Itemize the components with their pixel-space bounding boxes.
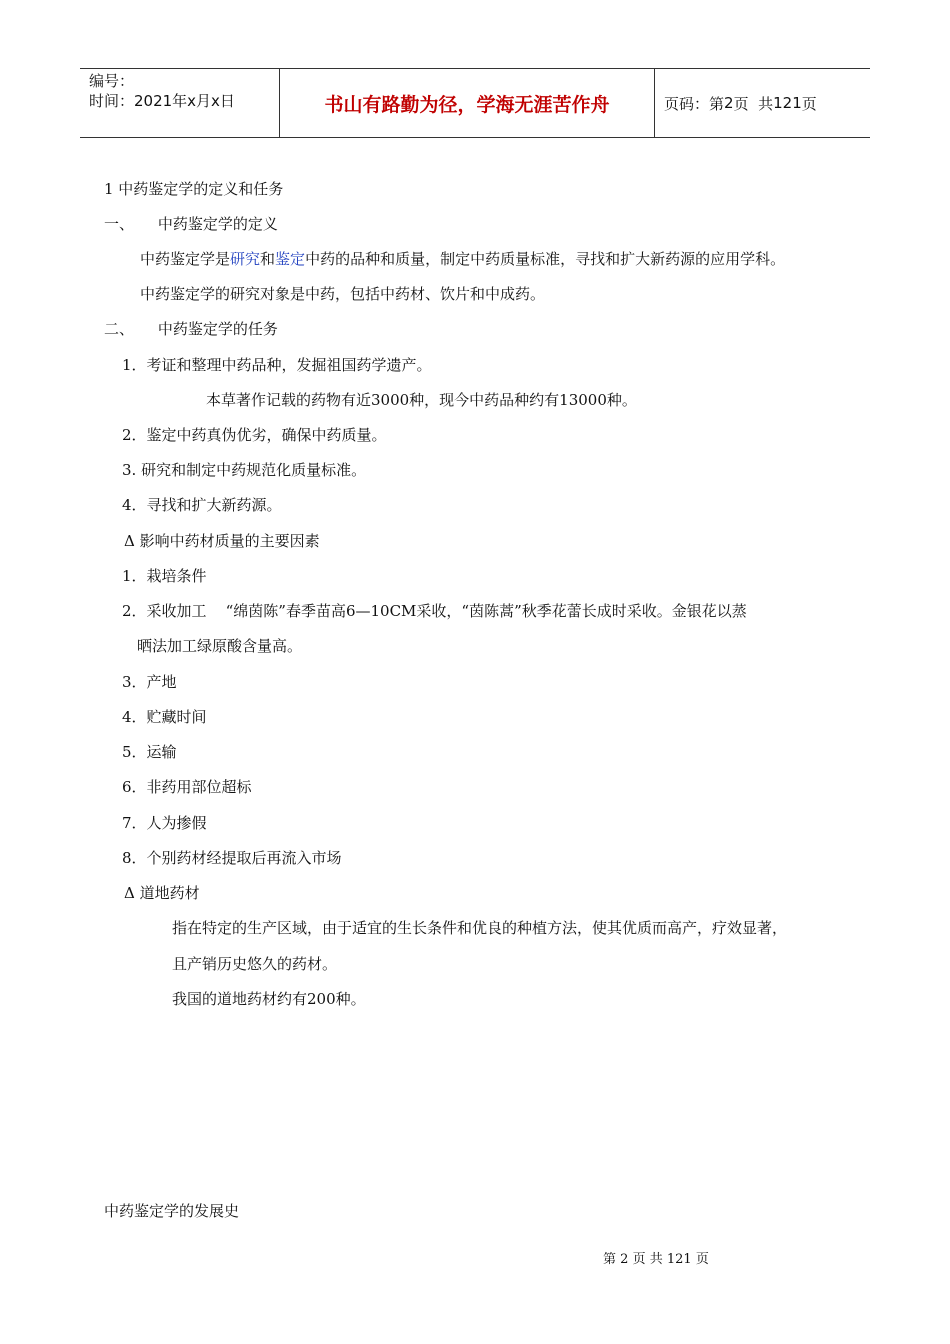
time-label: 时间：2021年x月x日 — [89, 92, 235, 110]
factor-item-4: 4．贮藏时间 — [122, 708, 207, 726]
factor-item-7: 7．人为掺假 — [122, 814, 207, 832]
page-header — [80, 68, 870, 138]
page-mid: 页 共 — [733, 94, 774, 113]
task-item-1: 1．考证和整理中药品种，发掘祖国药学遗产。 — [122, 356, 432, 374]
definition-text-a: 中药鉴定学是 — [140, 250, 231, 268]
link-identify[interactable]: 鉴定 — [275, 250, 306, 268]
link-research[interactable]: 研究 — [230, 250, 261, 268]
header-motto: 书山有路勤为径，学海无涯苦作舟 — [280, 69, 655, 137]
footer-mid: 页 共 — [632, 1252, 663, 1267]
research-object-paragraph: 中药鉴定学的研究对象是中药，包括中药材、饮片和中成药。 — [140, 285, 546, 303]
code-label: 编号： — [89, 72, 135, 90]
definition-paragraph — [140, 249, 785, 269]
definition-text-c: 中药的品种和质量，制定中药质量标准，寻找和扩大新药源的应用学科。 — [305, 250, 786, 268]
footer-end: 页 — [695, 1252, 709, 1267]
heading-tasks: 二、 中药鉴定学的任务 — [104, 320, 278, 338]
authentic-herbs-count: 我国的道地药材约有200种。 — [172, 990, 366, 1008]
heading-definition: 一、 中药鉴定学的定义 — [104, 215, 278, 233]
heading-quality-factors: Δ 影响中药材质量的主要因素 — [124, 532, 320, 550]
page-total: 121 — [773, 94, 802, 112]
factor-item-5: 5．运输 — [122, 743, 177, 761]
task-item-4: 4．寻找和扩大新药源。 — [122, 496, 282, 514]
factor-item-8: 8．个别药材经提取后再流入市场 — [122, 849, 342, 867]
header-page-indicator — [655, 69, 870, 137]
definition-text-b: 和 — [260, 250, 276, 268]
page-number: 2 — [724, 94, 734, 112]
footer-pre: 第 — [603, 1252, 617, 1267]
task-item-1-note: 本草著作记载的药物有近3000种，现今中药品种约有13000种。 — [206, 391, 637, 409]
factor-item-2-cont: 晒法加工绿原酸含量高。 — [137, 637, 303, 655]
footer-page-total: 121 — [666, 1252, 692, 1267]
factor-item-6: 6．非药用部位超标 — [122, 778, 252, 796]
section-title: 1 中药鉴定学的定义和任务 — [104, 180, 284, 198]
page-footer — [603, 1248, 709, 1267]
task-item-3: 3. 研究和制定中药规范化质量标准。 — [122, 461, 367, 479]
header-info-cell — [80, 69, 280, 137]
factor-item-3: 3．产地 — [122, 673, 177, 691]
task-item-2: 2．鉴定中药真伪优劣，确保中药质量。 — [122, 426, 387, 444]
authentic-herbs-definition: 指在特定的生产区域，由于适宜的生长条件和优良的种植方法，使其优质而高产，疗效显著， — [172, 919, 788, 937]
page-label: 页码：第 — [664, 94, 725, 113]
footer-page-number: 2 — [620, 1252, 629, 1267]
heading-history: 中药鉴定学的发展史 — [104, 1202, 240, 1220]
authentic-herbs-definition-cont: 且产销历史悠久的药材。 — [172, 955, 338, 973]
factor-item-2: 2．采收加工 “绵茵陈”春季苗高6—10CM采收，“茵陈蒿”秋季花蕾长成时采收。金银花以蒸 — [122, 602, 747, 620]
page-end: 页 — [801, 94, 817, 113]
heading-authentic-herbs: Δ 道地药材 — [124, 884, 200, 902]
factor-item-1: 1．栽培条件 — [122, 567, 207, 585]
